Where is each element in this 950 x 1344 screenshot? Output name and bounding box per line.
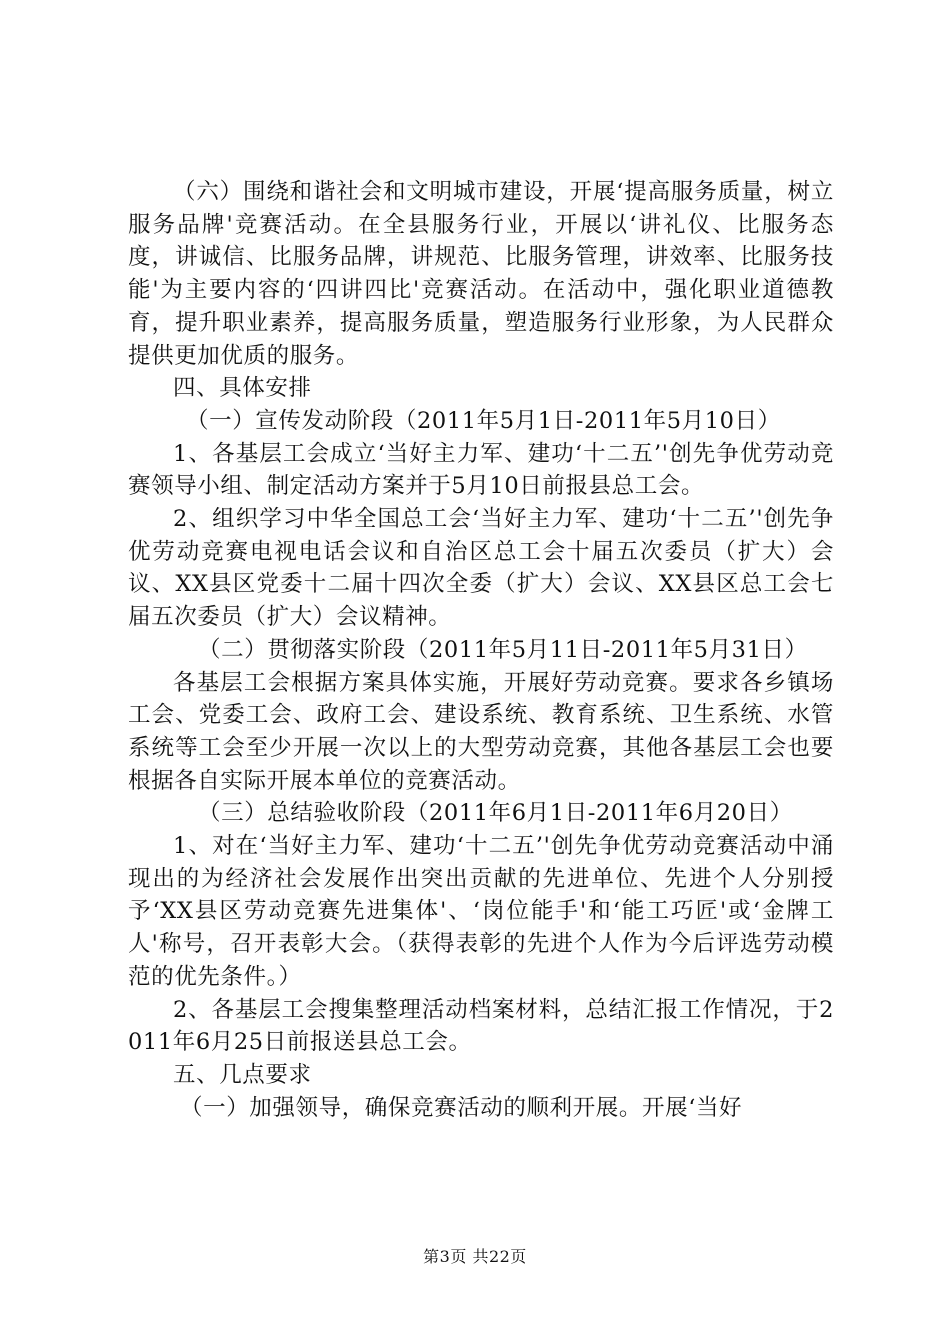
stage-heading-summary: （三）总结验收阶段（2011年6月1日-2011年6月20日） [198, 800, 793, 827]
paragraph-strengthen-leadership: （一）加强领导，确保竞赛活动的顺利开展。开展‘当好 [180, 1094, 743, 1121]
paragraph-awards: 1、对在‘当好主力军、建功‘十二五’'创先争优劳动竞赛活动中涌现出的为经济社会发展作出突出贡献的先进单位、先进个人分别授予‘XX县区劳动竞赛先进集体'、‘岗位能手'和‘能工巧匠'或‘金牌工人'称号，召开表彰大会。（获得表彰的先进个人作为今后评选劳动模范的优先条件。） [128, 833, 834, 990]
section-heading-arrangements: 四、具体安排 [173, 375, 312, 402]
paragraph-leading-group: 1、各基层工会成立‘当好主力军、建功‘十二五’'创先争优劳动竞赛领导小组、制定活动方案并于5月10日前报县总工会。 [128, 440, 834, 500]
stage-heading-publicity: （一）宣传发动阶段（2011年5月1日-2011年5月10日） [186, 407, 781, 434]
paragraph-archives: 2、各基层工会搜集整理活动档案材料，总结汇报工作情况，于2011年6月25日前报送县总工会。 [128, 996, 834, 1056]
document-body [128, 176, 834, 1124]
paragraph-study-meetings: 2、组织学习中华全国总工会‘当好主力军、建功‘十二五’'创先争优劳动竞赛电视电话会议和自治区总工会十届五次委员（扩大）会议、XX县区党委十二届十四次全委（扩大）会议、XX县区总工会七届五次委员（扩大）会议精神。 [128, 506, 834, 631]
paragraph-service-competition: （六）围绕和谐社会和文明城市建设，开展‘提高服务质量，树立服务品牌'竞赛活动。在全县服务行业，开展以‘讲礼仪、比服务态度，讲诚信、比服务品牌，讲规范、比服务管理，讲效率、比服务技能'为主要内容的‘四讲四比'竞赛活动。在活动中，强化职业道德教育，提升职业素养，提高服务质量，塑造服务行业形象，为人民群众提供更加优质的服务。 [128, 179, 834, 369]
page-number-footer: 第3页 共22页 [423, 1247, 527, 1266]
paragraph-implementation: 各基层工会根据方案具体实施，开展好劳动竞赛。要求各乡镇场工会、党委工会、政府工会、建设系统、教育系统、卫生系统、水管系统等工会至少开展一次以上的大型劳动竞赛，其他各基层工会也要根据各自实际开展本单位的竞赛活动。 [128, 669, 834, 794]
stage-heading-implementation: （二）贯彻落实阶段（2011年5月11日-2011年5月31日） [198, 636, 808, 663]
section-heading-requirements: 五、几点要求 [173, 1061, 312, 1088]
